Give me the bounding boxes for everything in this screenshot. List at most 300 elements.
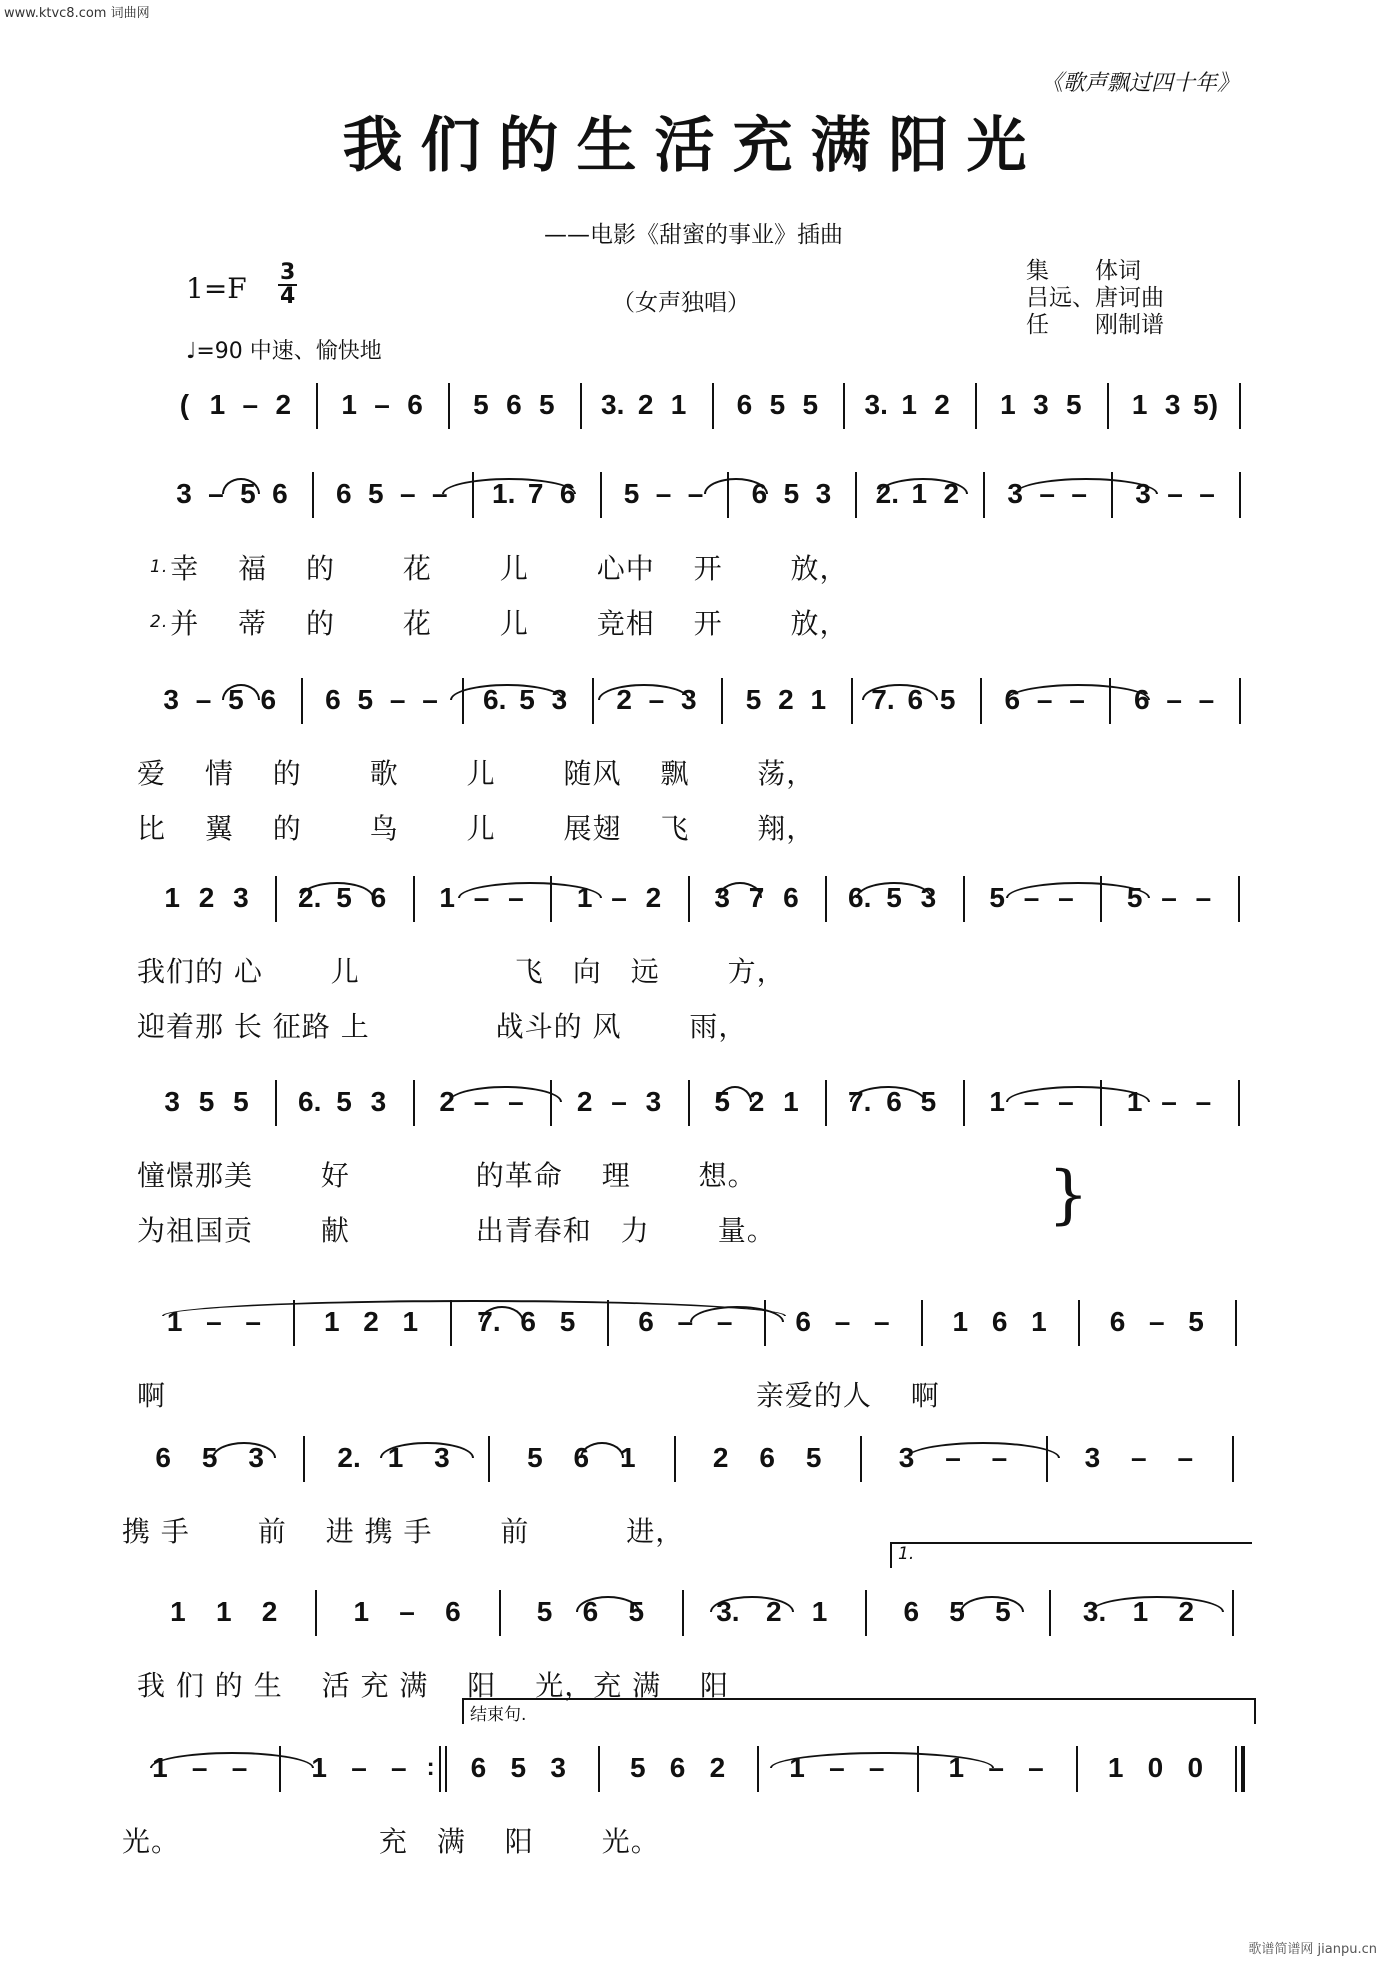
note: 6 bbox=[795, 1306, 811, 1337]
lyric-text: 携 手 前 进 携 手 前 进， bbox=[122, 1515, 685, 1548]
note: 5 bbox=[769, 389, 786, 420]
note: 7. bbox=[477, 1306, 501, 1337]
barline bbox=[963, 1080, 965, 1126]
note: 6 bbox=[506, 389, 522, 420]
barline bbox=[592, 678, 594, 724]
note: 3 bbox=[1084, 1442, 1101, 1473]
note: – bbox=[191, 1752, 208, 1783]
barline bbox=[1076, 1746, 1078, 1792]
note: – bbox=[1028, 1752, 1044, 1783]
note: – bbox=[422, 684, 438, 715]
credit-transcriber: 任 刚制谱 bbox=[1026, 312, 1164, 338]
note: 6 bbox=[272, 478, 288, 509]
note: 6 bbox=[669, 1752, 686, 1783]
note: 6 bbox=[559, 478, 576, 509]
volta-label: 1. bbox=[898, 1544, 915, 1564]
note: 1 bbox=[152, 1752, 168, 1783]
note: – bbox=[834, 1306, 851, 1337]
verse-number: 2. bbox=[150, 612, 169, 632]
note: 1 bbox=[1031, 1306, 1047, 1337]
note: 5 bbox=[745, 684, 762, 715]
note: ( bbox=[179, 389, 190, 420]
note: 2 bbox=[261, 1596, 278, 1627]
note: 5 bbox=[989, 882, 1005, 913]
lyric-text: 我们的 心 儿 飞 向 远 方， bbox=[137, 955, 786, 988]
barline bbox=[688, 876, 690, 922]
barline bbox=[439, 1746, 441, 1792]
note: 7. bbox=[848, 1086, 872, 1117]
note: – bbox=[1199, 478, 1215, 509]
note: – bbox=[245, 1306, 261, 1337]
barline bbox=[1238, 1080, 1240, 1126]
note: 3 bbox=[550, 1752, 566, 1783]
barline bbox=[843, 383, 845, 429]
repeat-barline bbox=[445, 1746, 447, 1792]
barline bbox=[688, 1080, 690, 1126]
note: 5 bbox=[1066, 389, 1082, 420]
barline bbox=[1239, 472, 1241, 518]
note: – bbox=[1167, 478, 1183, 509]
note: 6 bbox=[470, 1752, 487, 1783]
note: 2 bbox=[645, 882, 662, 913]
note: 0 bbox=[1187, 1752, 1204, 1783]
note: 1 bbox=[311, 1752, 327, 1783]
note: 3 bbox=[176, 478, 192, 509]
note: – bbox=[1166, 684, 1182, 715]
note: 7 bbox=[527, 478, 544, 509]
note: 6 bbox=[907, 684, 924, 715]
barline bbox=[413, 1080, 415, 1126]
note: – bbox=[611, 882, 627, 913]
note: 6 bbox=[582, 1596, 599, 1627]
barline bbox=[488, 1436, 490, 1482]
note: – bbox=[195, 684, 212, 715]
note: 6. bbox=[483, 684, 507, 715]
note: – bbox=[1177, 1442, 1194, 1473]
lyric-line bbox=[137, 1005, 747, 1045]
credit-music: 吕远、唐诃曲 bbox=[1026, 285, 1164, 311]
note: 3 bbox=[551, 684, 568, 715]
barline bbox=[301, 678, 303, 724]
barline bbox=[682, 1590, 684, 1636]
note: 1 bbox=[810, 684, 827, 715]
note: – bbox=[391, 1752, 407, 1783]
barline bbox=[860, 1436, 862, 1482]
note: 3 bbox=[714, 882, 730, 913]
lyric-line bbox=[150, 602, 849, 642]
notation-line-5 bbox=[0, 1074, 1387, 1130]
barline bbox=[963, 876, 965, 922]
note: – bbox=[208, 478, 224, 509]
note: – bbox=[351, 1752, 367, 1783]
note: 2 bbox=[637, 389, 654, 420]
barline bbox=[600, 472, 602, 518]
note: – bbox=[1058, 1086, 1074, 1117]
lyric-line bbox=[137, 1209, 776, 1249]
note: – bbox=[611, 1086, 627, 1117]
barline bbox=[851, 678, 853, 724]
note: 6. bbox=[848, 882, 872, 913]
note: 2 bbox=[616, 684, 632, 715]
credit-lyrics: 集 体词 bbox=[1026, 258, 1141, 284]
note: 5 bbox=[228, 684, 244, 715]
note: 1 bbox=[620, 1442, 636, 1473]
note: 3 bbox=[248, 1442, 264, 1473]
note: 2. bbox=[298, 882, 322, 913]
note: 6 bbox=[260, 684, 277, 715]
note: 1 bbox=[789, 1752, 805, 1783]
notation-line-3 bbox=[0, 672, 1387, 728]
barline bbox=[598, 1746, 600, 1792]
final-barline bbox=[1241, 1746, 1245, 1792]
note: 3 bbox=[1007, 478, 1024, 509]
note: – bbox=[716, 1306, 733, 1337]
note: 3 bbox=[434, 1442, 450, 1473]
note: 5 bbox=[536, 1596, 553, 1627]
note: 5 bbox=[995, 1596, 1011, 1627]
note: 5 bbox=[527, 1442, 543, 1473]
note: 5) bbox=[1193, 389, 1219, 420]
note: 1 bbox=[576, 882, 593, 913]
lyric-text: 为祖国贡 献 出青春和 力 量。 bbox=[137, 1214, 776, 1247]
note: 6 bbox=[638, 1306, 654, 1337]
barline bbox=[712, 383, 714, 429]
barline bbox=[1232, 1436, 1234, 1482]
lyric-text: 光。 充 满 阳 光。 bbox=[122, 1825, 660, 1858]
note: 1 bbox=[670, 389, 687, 420]
lyric-text: 迎着那 长 征路 上 战斗的 风 雨， bbox=[137, 1010, 748, 1043]
note: 6 bbox=[573, 1442, 590, 1473]
note: 2 bbox=[934, 389, 950, 420]
book-title: 《歌声飘过四十年》 bbox=[1040, 71, 1239, 96]
verse-brace: } bbox=[1048, 1158, 1089, 1232]
note: 1 bbox=[811, 1596, 828, 1627]
note: 2. bbox=[337, 1442, 361, 1473]
barline bbox=[1046, 1436, 1048, 1482]
lyric-text: 啊 亲爱的人 啊 bbox=[137, 1379, 940, 1412]
lyric-text: 并 蒂 的 花 儿 竞相 开 放， bbox=[170, 607, 849, 640]
lyric-text: 幸 福 的 花 儿 心中 开 放， bbox=[170, 552, 849, 585]
note: 5 bbox=[510, 1752, 527, 1783]
note: 3 bbox=[163, 684, 179, 715]
note: 6 bbox=[325, 684, 341, 715]
note: – bbox=[1023, 882, 1040, 913]
note: – bbox=[389, 684, 406, 715]
footer-watermark: 歌谱简谱网 jianpu.cn bbox=[1248, 1942, 1377, 1957]
barline bbox=[855, 472, 857, 518]
note: 5 bbox=[201, 1442, 218, 1473]
note: – bbox=[687, 478, 704, 509]
note: 1 bbox=[901, 389, 917, 420]
key-signature: 1=F bbox=[186, 272, 247, 305]
note: 5 bbox=[240, 478, 256, 509]
note: 1 bbox=[439, 882, 455, 913]
lyric-line bbox=[150, 547, 849, 587]
note: 2. bbox=[875, 478, 900, 509]
verse-number: 1. bbox=[150, 557, 169, 577]
note: – bbox=[1161, 882, 1177, 913]
note: 3 bbox=[1135, 478, 1151, 509]
note: 3. bbox=[600, 389, 625, 420]
note: 1 bbox=[1000, 389, 1016, 420]
note: – bbox=[1161, 1086, 1177, 1117]
note: – bbox=[1195, 1086, 1212, 1117]
lyric-line bbox=[137, 807, 815, 847]
note: 5 bbox=[886, 882, 902, 913]
note: 1 bbox=[1131, 389, 1148, 420]
song-title: 我们的生活充满阳光 bbox=[342, 111, 1045, 181]
note: – bbox=[206, 1306, 222, 1337]
notation-line-8 bbox=[0, 1584, 1387, 1640]
note: 5 bbox=[519, 684, 535, 715]
note: 3 bbox=[681, 684, 697, 715]
note: 3. bbox=[1082, 1596, 1107, 1627]
note: – bbox=[829, 1752, 845, 1783]
note: – bbox=[242, 389, 259, 420]
lyric-text: 我 们 的 生 活 充 满 阳 光，充 满 阳 bbox=[137, 1669, 730, 1702]
note: 1 bbox=[989, 1086, 1005, 1117]
note: 1 bbox=[1132, 1596, 1149, 1627]
coda-bracket bbox=[462, 1698, 1256, 1724]
note: 3 bbox=[164, 1086, 180, 1117]
note: 1 bbox=[170, 1596, 186, 1627]
note: 2 bbox=[712, 1442, 729, 1473]
note: – bbox=[1148, 1306, 1165, 1337]
note: 6 bbox=[520, 1306, 536, 1337]
note: 3. bbox=[716, 1596, 740, 1627]
barline bbox=[921, 1300, 923, 1346]
note: 6. bbox=[298, 1086, 322, 1117]
note: – bbox=[473, 882, 490, 913]
lyric-line bbox=[137, 950, 786, 990]
note: 6 bbox=[1133, 684, 1150, 715]
note: – bbox=[945, 1442, 961, 1473]
note: 1 bbox=[209, 389, 226, 420]
note: 3 bbox=[920, 882, 937, 913]
barline bbox=[413, 876, 415, 922]
note: 6 bbox=[903, 1596, 920, 1627]
note: 6 bbox=[751, 478, 768, 509]
barline bbox=[764, 1300, 766, 1346]
note: 5 bbox=[714, 1086, 730, 1117]
lyric-text: 爱 情 的 歌 儿 随风 飘 荡， bbox=[137, 757, 816, 790]
barline bbox=[1049, 1590, 1051, 1636]
note: 2 bbox=[709, 1752, 726, 1783]
notation-line-4 bbox=[0, 870, 1387, 926]
note: 1 bbox=[948, 1752, 965, 1783]
lyric-text: 比 翼 的 鸟 儿 展翅 飞 翔， bbox=[137, 812, 816, 845]
note: 0 bbox=[1147, 1752, 1164, 1783]
barline bbox=[303, 1436, 305, 1482]
note: 3 bbox=[645, 1086, 662, 1117]
notation-line-7 bbox=[0, 1430, 1387, 1486]
note: – bbox=[508, 882, 524, 913]
barline bbox=[983, 472, 985, 518]
note: 6 bbox=[336, 478, 352, 509]
note: 6 bbox=[407, 389, 423, 420]
lyric-line bbox=[122, 1820, 660, 1860]
barline bbox=[1239, 678, 1241, 724]
note: 1. bbox=[492, 478, 516, 509]
note: 6 bbox=[1004, 684, 1021, 715]
barline bbox=[825, 1080, 827, 1126]
note: – bbox=[1198, 684, 1215, 715]
note: 5 bbox=[939, 684, 956, 715]
notation-line-9 bbox=[0, 1740, 1387, 1796]
notation-line-2 bbox=[0, 466, 1387, 522]
note: – bbox=[873, 1306, 890, 1337]
note: 5 bbox=[198, 1086, 215, 1117]
barline bbox=[1239, 383, 1241, 429]
note: – bbox=[1039, 478, 1055, 509]
lyric-line bbox=[137, 1374, 940, 1414]
note: 2 bbox=[765, 1596, 782, 1627]
barline bbox=[975, 383, 977, 429]
note: – bbox=[648, 684, 665, 715]
note: 5 bbox=[628, 1596, 645, 1627]
note: 3 bbox=[1033, 389, 1049, 420]
note: 6 bbox=[445, 1596, 461, 1627]
note: – bbox=[431, 478, 448, 509]
note: 1 bbox=[323, 1306, 340, 1337]
note: – bbox=[655, 478, 672, 509]
barline bbox=[275, 876, 277, 922]
notation-line-1 bbox=[0, 377, 1387, 433]
note: 2 bbox=[198, 882, 215, 913]
tempo-marking: ♩=90 中速、愉快地 bbox=[186, 339, 382, 364]
note: 5 bbox=[336, 882, 352, 913]
lyric-line bbox=[122, 1510, 684, 1550]
barline bbox=[580, 383, 582, 429]
note: 1 bbox=[1107, 1752, 1124, 1783]
note: 5 bbox=[949, 1596, 965, 1627]
site-watermark: www.ktvc8.com 词曲网 bbox=[4, 6, 150, 21]
note: 3 bbox=[898, 1442, 915, 1473]
note: – bbox=[399, 1596, 415, 1627]
credits bbox=[1026, 258, 1164, 339]
coda-label: 结束句. bbox=[470, 1705, 527, 1725]
notation-line-6 bbox=[0, 1294, 1387, 1350]
note: 1 bbox=[215, 1596, 232, 1627]
note: 1 bbox=[783, 1086, 799, 1117]
barline bbox=[825, 876, 827, 922]
note: 6 bbox=[736, 389, 753, 420]
note: – bbox=[1058, 882, 1074, 913]
lyric-line bbox=[137, 752, 815, 792]
note: – bbox=[991, 1442, 1008, 1473]
note: 6 bbox=[759, 1442, 775, 1473]
note: – bbox=[868, 1752, 885, 1783]
performance-note: （女声独唱） bbox=[612, 290, 750, 316]
note: 1 bbox=[387, 1442, 404, 1473]
note: 6 bbox=[155, 1442, 172, 1473]
barline bbox=[1235, 1300, 1237, 1346]
note: 6 bbox=[783, 882, 799, 913]
note: 5 bbox=[629, 1752, 646, 1783]
barline bbox=[1232, 1590, 1234, 1636]
note: 2 bbox=[1178, 1596, 1195, 1627]
note: 2 bbox=[778, 684, 794, 715]
note: 2 bbox=[275, 389, 292, 420]
song-subtitle: ——电影《甜蜜的事业》插曲 bbox=[544, 222, 843, 248]
time-signature bbox=[278, 262, 297, 308]
note: – bbox=[508, 1086, 524, 1117]
barline bbox=[315, 1590, 317, 1636]
note: – bbox=[231, 1752, 248, 1783]
note: 2 bbox=[576, 1086, 593, 1117]
note: – bbox=[1069, 684, 1085, 715]
note: – bbox=[399, 478, 416, 509]
note: 2 bbox=[363, 1306, 379, 1337]
note: 5 bbox=[783, 478, 800, 509]
barline bbox=[472, 472, 474, 518]
barline bbox=[674, 1436, 676, 1482]
note: 3 bbox=[1164, 389, 1181, 420]
note: 5 bbox=[920, 1086, 937, 1117]
note: 5 bbox=[802, 389, 819, 420]
volta-bracket bbox=[890, 1542, 1252, 1568]
note: – bbox=[677, 1306, 694, 1337]
note: 2 bbox=[439, 1086, 455, 1117]
note: 6 bbox=[991, 1306, 1008, 1337]
note: 7 bbox=[748, 882, 765, 913]
note: – bbox=[1036, 684, 1053, 715]
repeat-dots: : bbox=[426, 1754, 435, 1781]
note: 5 bbox=[539, 389, 555, 420]
barline bbox=[757, 1746, 759, 1792]
note: – bbox=[1195, 882, 1212, 913]
note: 5 bbox=[336, 1086, 352, 1117]
note: 1 bbox=[341, 389, 357, 420]
barline bbox=[1078, 1300, 1080, 1346]
note: 1 bbox=[353, 1596, 370, 1627]
note: 5 bbox=[1188, 1306, 1204, 1337]
note: 3 bbox=[233, 882, 249, 913]
note: 6 bbox=[886, 1086, 902, 1117]
barline bbox=[316, 383, 318, 429]
note: 2 bbox=[748, 1086, 765, 1117]
barline bbox=[1238, 876, 1240, 922]
note: 6 bbox=[370, 882, 387, 913]
barline bbox=[1235, 1746, 1237, 1792]
note: 1 bbox=[1126, 1086, 1143, 1117]
barline bbox=[462, 678, 464, 724]
barline bbox=[1107, 383, 1109, 429]
barline bbox=[550, 1080, 552, 1126]
note: – bbox=[1131, 1442, 1147, 1473]
note: 3 bbox=[370, 1086, 387, 1117]
note: 5 bbox=[357, 684, 374, 715]
note: – bbox=[988, 1752, 1004, 1783]
barline bbox=[865, 1590, 867, 1636]
note: 6 bbox=[1109, 1306, 1126, 1337]
note: 2 bbox=[943, 478, 960, 509]
note: 1 bbox=[402, 1306, 419, 1337]
time-bottom: 4 bbox=[280, 284, 296, 309]
note: 5 bbox=[1126, 882, 1143, 913]
note: – bbox=[1071, 478, 1087, 509]
note: 5 bbox=[368, 478, 384, 509]
note: 3. bbox=[864, 389, 888, 420]
note: 5 bbox=[233, 1086, 249, 1117]
note: – bbox=[1023, 1086, 1040, 1117]
barline bbox=[448, 383, 450, 429]
note: 3 bbox=[815, 478, 832, 509]
lyric-text: 憧憬那美 好 的革命 理 想。 bbox=[137, 1159, 757, 1192]
barline bbox=[279, 1746, 281, 1792]
time-top: 3 bbox=[280, 260, 296, 285]
note: – bbox=[374, 389, 390, 420]
